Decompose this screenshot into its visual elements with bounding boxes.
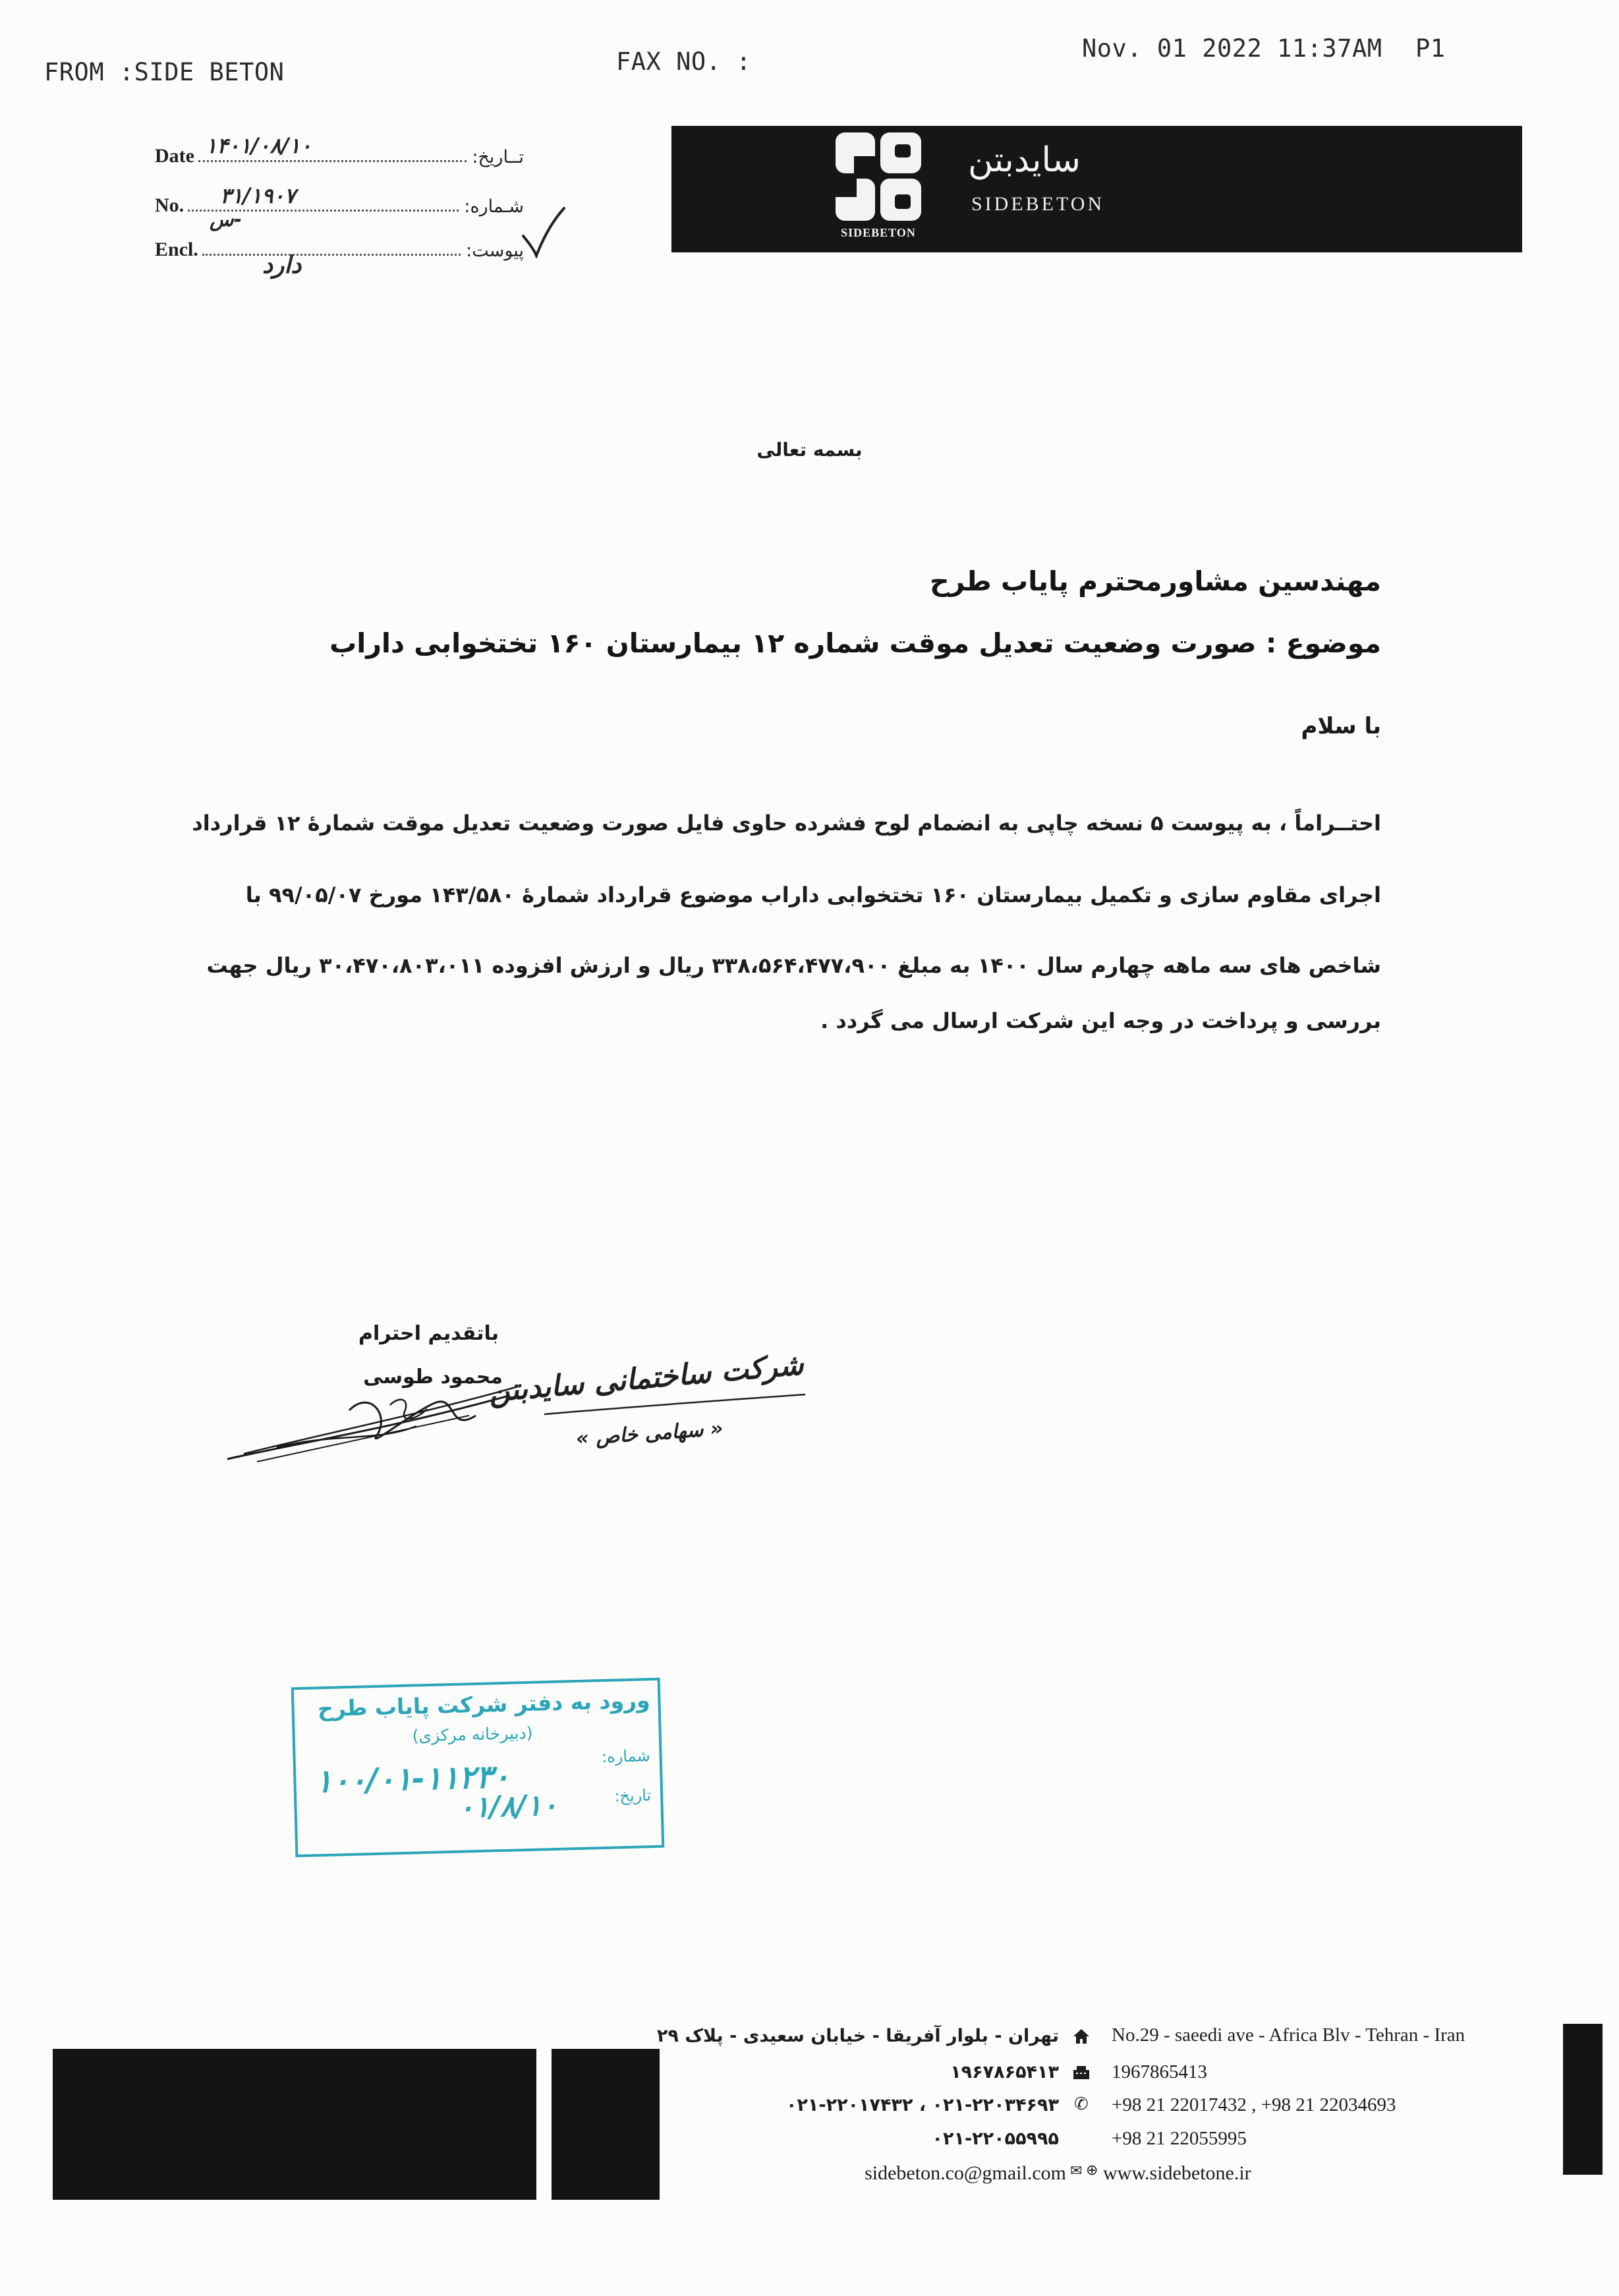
dotted-leader: [198, 160, 467, 162]
enclosure-value: دارد: [262, 252, 302, 279]
body-line: بررسی و پرداخت در وجه این شرکت ارسال می گردد .: [820, 1008, 1381, 1033]
received-date-label: تاریخ:: [614, 1786, 652, 1806]
footer-fax-fa: ۱۹۶۷۸۶۵۴۱۳: [950, 2062, 1059, 2082]
footer-fax-en: 1967865413: [1112, 2061, 1207, 2082]
brand-name-english: SIDEBETON: [971, 193, 1105, 215]
body-line: شاخص های سه ماهه چهارم سال ۱۴۰۰ به مبلغ ۳۳۸،۵۶۴،۴۷۷،۹۰۰ ریال و ارزش افزوده ۳۰،۴۷۰،۸۰۳،۰۱۱ ریال جهت: [206, 953, 1381, 978]
enclosure-field: [155, 232, 524, 261]
dotted-leader: [202, 254, 461, 256]
footer-black-block: [552, 2049, 660, 2200]
fax-page-number: P1: [1415, 34, 1446, 63]
footer-address-en: No.29 - saeedi ave - Africa Blv - Tehran - Iran: [1112, 2024, 1465, 2046]
footer-black-block: [53, 2049, 536, 2200]
received-stamp-title: ورود به دفتر شرکت پایاب طرح: [317, 1687, 650, 1722]
received-number-value: ۱۰۰/۰۱-۱۱۲۳۰: [314, 1758, 511, 1800]
footer-email: sidebeton.co@gmail.com: [865, 2162, 1066, 2184]
letterhead-banner: [671, 126, 1522, 252]
date-value: ۱۴۰۱/۰۸/۱۰: [206, 133, 312, 158]
received-stamp: [291, 1678, 665, 1858]
stamp-underline-flourish: [540, 1392, 810, 1418]
footer-phone-en: +98 21 22017432 , +98 21 22034693: [1112, 2094, 1396, 2115]
received-stamp-subtitle: (دبیرخانه مرکزی): [412, 1723, 533, 1746]
handwritten-signature: [217, 1369, 527, 1468]
check-mark-icon: [521, 206, 567, 258]
brand-name-persian: سایدبتن: [968, 140, 1081, 180]
letter-number-value: ۳۱/۱۹۰۷: [220, 183, 296, 208]
fax-from: FROM :SIDE BETON: [44, 58, 285, 86]
footer-phone-fa: ۰۲۱-۲۲۰۱۷۴۳۲ ، ۰۲۱-۲۲۰۳۴۶۹۳: [785, 2095, 1059, 2115]
mail-icon: ✉: [1070, 2163, 1083, 2179]
sidebeton-logo: [836, 132, 921, 221]
subject-line: موضوع : صورت وضعیت تعدیل موقت شماره ۱۲ بیمارستان ۱۶۰ تختخوابی داراب: [329, 627, 1381, 659]
enclosure-en-label: Encl.: [155, 239, 198, 260]
footer-phone2-fa: ۰۲۱-۲۲۰۵۵۹۹۵: [932, 2129, 1059, 2149]
fax-number-label: FAX NO. :: [616, 47, 751, 76]
fax-icon: [1073, 2065, 1090, 2080]
date-en-label: Date: [155, 145, 194, 167]
footer-address-fa: تهران - بلوار آفریقا - خیابان سعیدی - پلاک ۲۹: [657, 2026, 1059, 2046]
company-stamp-text: شرکت ساختمانی سایدبتن: [487, 1348, 805, 1409]
footer-phone2-en: +98 21 22055995: [1112, 2128, 1247, 2149]
company-type-text: « سهامی خاص »: [575, 1417, 724, 1450]
home-icon: [1073, 2028, 1090, 2044]
date-fa-label: تــاریخ:: [472, 147, 524, 167]
letter-number-suffix: س-: [210, 208, 242, 231]
fax-timestamp: Nov. 01 2022 11:37AM: [1082, 34, 1382, 63]
footer-website: www.sidebetone.ir: [1103, 2162, 1251, 2184]
footer-black-bar: [1563, 2024, 1603, 2175]
body-line: احتــراماً ، به پیوست ۵ نسخه چاپی به انضمام لوح فشرده حاوی فایل صورت وضعیت تعدیل موقت شمارهٔ ۱۲ قرارداد: [192, 811, 1381, 836]
received-number-label: شماره:: [601, 1746, 650, 1767]
enclosure-fa-label: پیوست:: [466, 241, 524, 261]
phone-icon: ✆: [1074, 2094, 1089, 2114]
globe-icon: ⊕: [1086, 2162, 1098, 2179]
received-date-value: ۰۱/۸/۱۰: [457, 1788, 558, 1825]
closing-phrase: باتقدیم احترام: [358, 1322, 499, 1345]
greeting: با سلام: [1301, 713, 1381, 739]
invocation: بسمه تعالی: [756, 439, 863, 461]
recipient-line: مهندسین مشاورمحترم پایاب طرح: [930, 565, 1381, 597]
signatory-name: محمود طوسی: [363, 1365, 503, 1389]
logo-caption: SIDEBETON: [841, 226, 916, 239]
body-line: اجرای مقاوم سازی و تکمیل بیمارستان ۱۶۰ تختخوابی داراب موضوع قرارداد شمارهٔ ۱۴۳/۵۸۰ مورخ ۹۹/۰۵/۰۷ با: [245, 882, 1381, 907]
number-fa-label: شـماره:: [464, 196, 524, 217]
number-en-label: No.: [155, 194, 185, 216]
